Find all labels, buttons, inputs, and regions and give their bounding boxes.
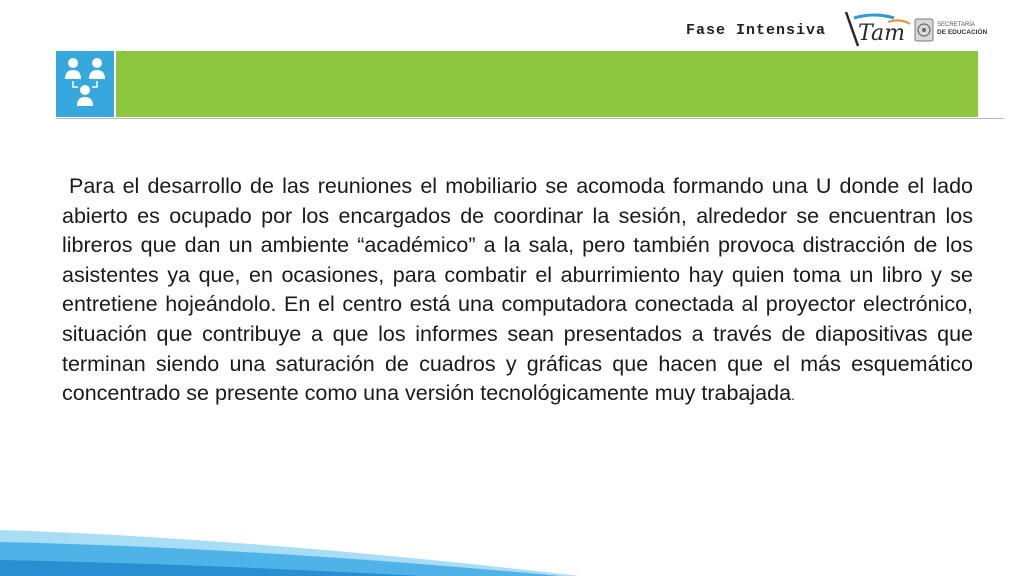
header-divider [56,118,1004,119]
people-network-icon [56,51,114,117]
sep-logo-line1: SECRETARÍA [937,22,975,28]
paragraph-text: Para el desarrollo de las reuniones el mobiliario se acomoda formando una U donde el lado abierto es ocupado por los encargados de coordinar la sesión, alrededor se encuentran los libreros que dan un ambiente “académico” a la sala, pero también provoca distracción de los asistentes ya que, en ocasiones, para combatir el aburrimiento hay quien toma un libro y se entretiene hojeándolo. En el centro está una computadora conectada al proyector electrónico, situación que contribuye a que los informes sean presentados a través de diapositivas que terminan siendo una saturación de cuadros y gráficas que hacen que el más esquemático concentrado se presente como una versión tecnológicamente muy trabajada [62,174,973,406]
section-phase-label: Fase Intensiva [686,22,827,39]
sep-logo-line2: DE EDUCACIÓN [937,29,988,36]
footer-wave [0,520,1024,576]
title-bar [116,51,978,117]
tam-logo-text: Tam [858,21,905,46]
government-seal-icon [914,18,934,42]
sep-logo-text [937,22,997,36]
tam-logo [844,10,914,48]
body-paragraph [62,172,973,411]
section-icon-tile [56,51,114,117]
paragraph-end-dot: . [791,387,795,404]
